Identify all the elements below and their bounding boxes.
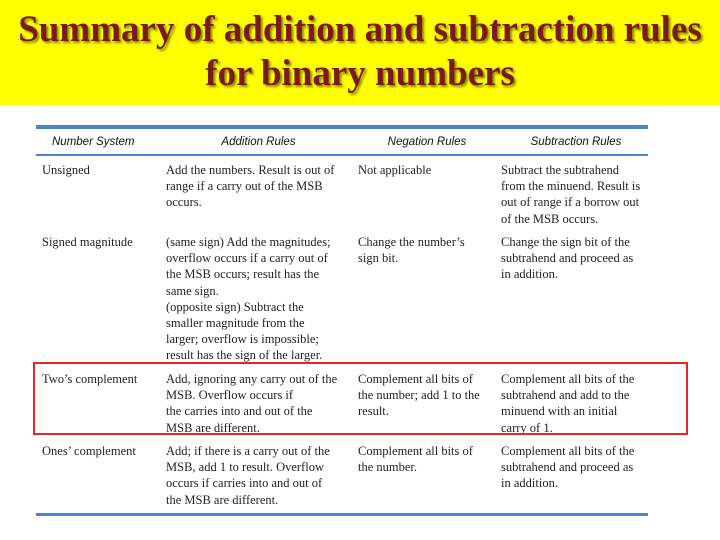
row-signed-magnitude-system: Signed magnitude: [42, 235, 133, 249]
row-signed-magnitude-subtraction: Change the sign bit of the subtrahend and proceed as in addition.: [501, 235, 634, 282]
row-signed-magnitude-negation: Change the number’s sign bit.: [358, 235, 465, 266]
slide-title: Summary of addition and subtraction rules for binary numbers: [18, 9, 702, 94]
header-addition-rules: Addition Rules: [221, 136, 296, 148]
header-subtraction-rules: Subtraction Rules: [530, 136, 622, 148]
header-number-system: Number System: [52, 136, 135, 148]
row-unsigned-negation: Not applicable: [358, 163, 432, 177]
row-twos-complement-subtraction: Complement all bits of the subtrahend and add to the minuend with an initial carry of 1.: [501, 372, 635, 435]
table-top-rule: [36, 125, 648, 129]
header-negation-rules: Negation Rules: [387, 136, 467, 148]
row-ones-complement-negation: Complement all bits of the number.: [358, 444, 473, 475]
row-twos-complement-addition: Add, ignoring any carry out of the MSB. Overflow occurs if the carries into and out of the MSB are different.: [166, 372, 338, 435]
row-unsigned-addition: Add the numbers. Result is out of range if a carry out of the MSB occurs.: [166, 163, 335, 210]
row-ones-complement-system: Ones’ complement: [42, 444, 136, 458]
row-unsigned-system: Unsigned: [42, 163, 90, 177]
row-twos-complement-negation: Complement all bits of the number; add 1 to the result.: [358, 372, 480, 419]
twos-complement-highlight-box: [33, 362, 688, 435]
row-ones-complement-addition: Add; if there is a carry out of the MSB, add 1 to result. Overflow occurs if carries into and out of the MSB are different.: [166, 444, 330, 507]
row-twos-complement-system: Two’s complement: [42, 372, 138, 386]
table-header-rule: [36, 154, 648, 156]
row-signed-magnitude-addition: (same sign) Add the magnitudes; overflow occurs if a carry out of the MSB occurs; result has the same sign. (opposite sign) Subtract the smaller magnitude from the larger; overflow is impossible; result has the sign of the larger.: [166, 235, 331, 363]
row-ones-complement-subtraction: Complement all bits of the subtrahend and proceed as in addition.: [501, 444, 635, 491]
title-band: [0, 0, 720, 105]
row-unsigned-subtraction: Subtract the subtrahend from the minuend. Result is out of range if a borrow out of the MSB occurs.: [501, 163, 641, 226]
table-bottom-rule: [36, 513, 648, 516]
